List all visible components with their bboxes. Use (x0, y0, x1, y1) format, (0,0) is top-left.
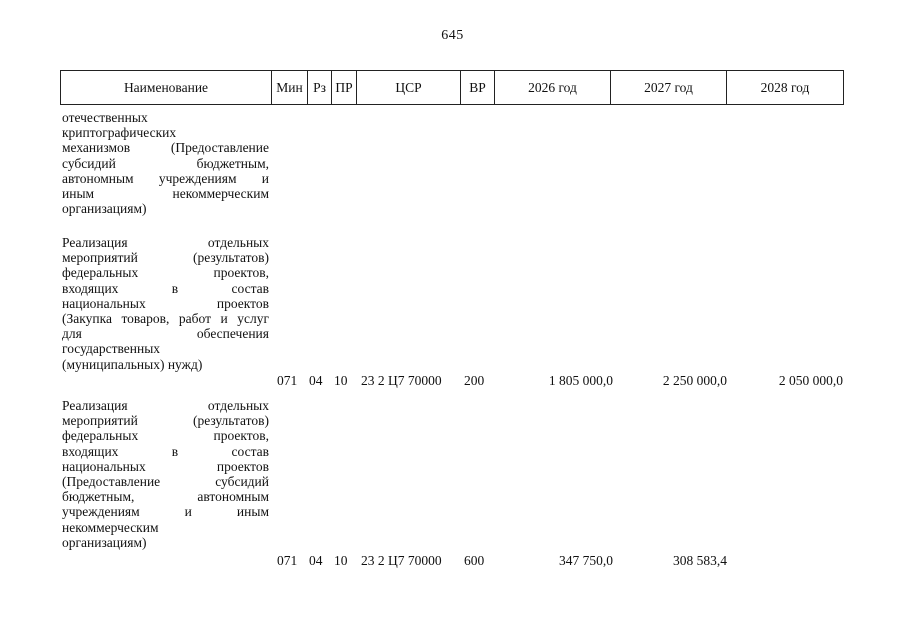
cell-year-2027: 308 583,4 (673, 552, 727, 568)
row-name-line: автономным учреждениям и (62, 170, 269, 186)
cell-rz: 04 (309, 552, 323, 568)
row-name-line: (Закупка товаров, работ и услуг (62, 310, 269, 326)
row-name-line: бюджетным, автономным (62, 489, 269, 505)
row-name (62, 398, 269, 550)
cell-csr: 23 2 Ц7 70000 (361, 372, 442, 388)
row-name-line: национальных проектов (62, 458, 269, 474)
cell-vr: 200 (464, 372, 485, 388)
table-row (60, 110, 844, 217)
header-min: Мин (272, 71, 308, 104)
row-name-line: входящих в состав (62, 443, 269, 459)
cell-min: 071 (277, 372, 298, 388)
page-number: 645 (441, 28, 464, 43)
cell-year-2028: 2 050 000,0 (778, 372, 843, 388)
row-name-line: некоммерческим (62, 519, 159, 535)
table-row (60, 398, 844, 568)
row-name-line: (муниципальных) нужд) (62, 356, 203, 372)
header-rz: Рз (308, 71, 332, 104)
row-name-line: Реализация отдельных (62, 398, 269, 413)
row-name-line: субсидий бюджетным, (62, 155, 269, 171)
row-name-line: федеральных проектов, (62, 428, 269, 444)
header-pr: ПР (332, 71, 357, 104)
row-name (62, 110, 269, 216)
cell-year-2027: 2 250 000,0 (662, 372, 727, 388)
header-name: Наименование (61, 71, 272, 104)
row-name-line: отечественных (62, 110, 148, 125)
cell-vr: 600 (464, 552, 485, 568)
header-csr: ЦСР (357, 71, 461, 104)
cell-rz: 04 (309, 372, 323, 388)
row-name-line: криптографических (62, 125, 177, 141)
cell-pr: 10 (334, 552, 348, 568)
row-name-line: иным некоммерческим (62, 185, 269, 201)
table-row (60, 235, 844, 388)
row-name-line: организациям) (62, 201, 147, 217)
row-name-line: федеральных проектов, (62, 265, 269, 281)
row-name-line: государственных (62, 341, 161, 357)
row-name-line: мероприятий (результатов) (62, 250, 269, 266)
cell-pr: 10 (334, 372, 348, 388)
row-name-line: Реализация отдельных (62, 235, 269, 250)
cell-csr: 23 2 Ц7 70000 (361, 552, 442, 568)
row-name-line: для обеспечения (62, 326, 269, 342)
cell-min: 071 (277, 552, 298, 568)
row-name-line: национальных проектов (62, 295, 269, 311)
cell-year-2026: 1 805 000,0 (548, 372, 613, 388)
row-name-line: учреждениям и иным (62, 504, 269, 520)
row-name-line: (Предоставление субсидий (62, 473, 269, 489)
row-name (62, 235, 269, 372)
header-vr: ВР (461, 71, 495, 104)
row-name-line: входящих в состав (62, 280, 269, 296)
cell-year-2026: 347 750,0 (559, 552, 613, 568)
header-year-2026: 2026 год (495, 71, 611, 104)
row-name-line: механизмов (Предоставление (62, 140, 269, 156)
header-year-2027: 2027 год (611, 71, 727, 104)
row-name-line: мероприятий (результатов) (62, 413, 269, 429)
row-name-line: организациям) (62, 534, 147, 550)
header-year-2028: 2028 год (760, 79, 810, 95)
table-header (60, 70, 844, 105)
